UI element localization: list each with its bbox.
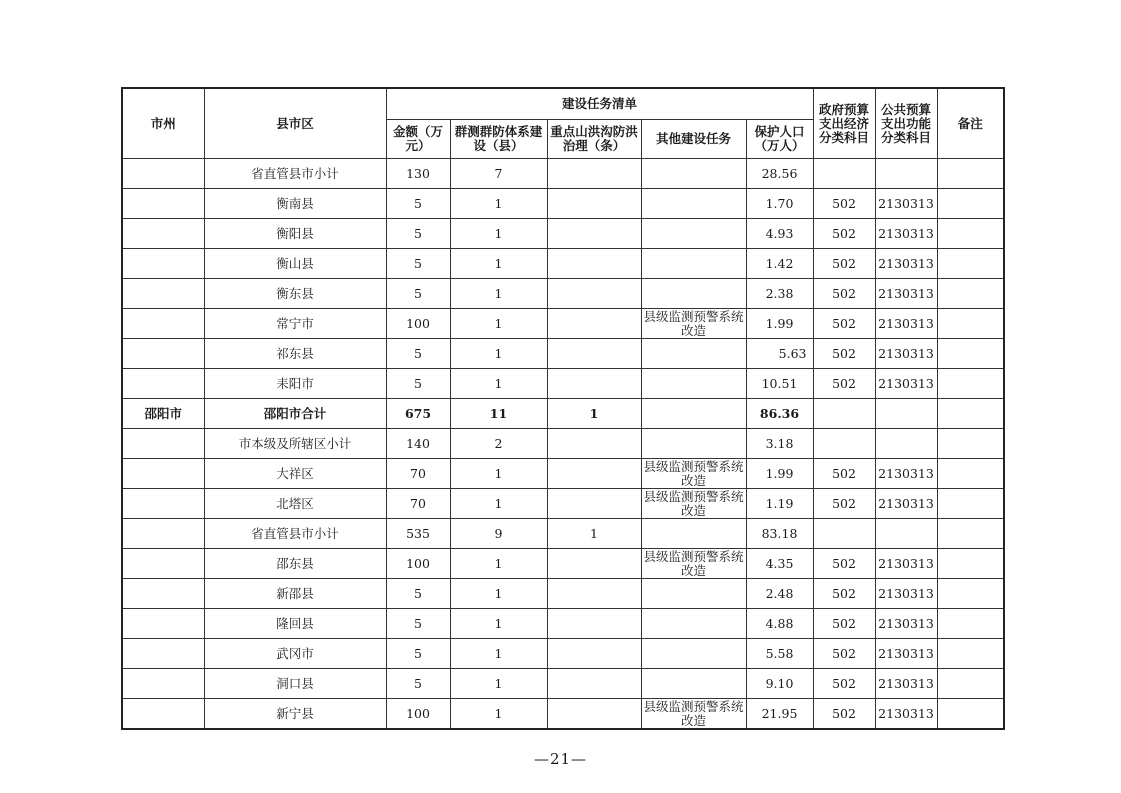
- cell-other: [641, 219, 746, 249]
- table-body: [122, 159, 1004, 730]
- header-population: 保护人口（万人）: [746, 120, 813, 159]
- cell-flood: [547, 669, 641, 699]
- cell-county: 衡东县: [204, 279, 386, 309]
- table-row: [122, 219, 1004, 249]
- cell-gov-budget: 502: [813, 699, 875, 730]
- cell-monitoring: 1: [450, 669, 547, 699]
- cell-other: [641, 639, 746, 669]
- cell-remark: [937, 309, 1004, 339]
- cell-amount: 100: [386, 699, 450, 730]
- cell-population: 21.95: [746, 699, 813, 730]
- cell-gov-budget: 502: [813, 309, 875, 339]
- cell-other: [641, 579, 746, 609]
- cell-city: [122, 159, 204, 189]
- cell-other: [641, 339, 746, 369]
- table-row: [122, 309, 1004, 339]
- cell-monitoring: 1: [450, 279, 547, 309]
- cell-monitoring: 1: [450, 369, 547, 399]
- cell-remark: [937, 669, 1004, 699]
- cell-county: 隆回县: [204, 609, 386, 639]
- cell-monitoring: 1: [450, 609, 547, 639]
- table-row: [122, 609, 1004, 639]
- cell-func-budget: 2130313: [875, 669, 937, 699]
- cell-monitoring: 1: [450, 489, 547, 519]
- cell-remark: [937, 579, 1004, 609]
- cell-population: 28.56: [746, 159, 813, 189]
- cell-func-budget: 2130313: [875, 309, 937, 339]
- cell-gov-budget: 502: [813, 189, 875, 219]
- table-row: [122, 159, 1004, 189]
- header-gov-budget: 政府预算支出经济分类科目: [813, 88, 875, 159]
- cell-other: [641, 519, 746, 549]
- table-row: [122, 549, 1004, 579]
- cell-flood: [547, 369, 641, 399]
- cell-county: 衡南县: [204, 189, 386, 219]
- cell-monitoring: 1: [450, 309, 547, 339]
- cell-flood: [547, 189, 641, 219]
- cell-other: 县级监测预警系统改造: [641, 459, 746, 489]
- cell-func-budget: 2130313: [875, 699, 937, 730]
- cell-county: 省直管县市小计: [204, 159, 386, 189]
- cell-population: 10.51: [746, 369, 813, 399]
- cell-population: 3.18: [746, 429, 813, 459]
- cell-population: 2.38: [746, 279, 813, 309]
- cell-flood: [547, 219, 641, 249]
- cell-city: [122, 219, 204, 249]
- cell-amount: 5: [386, 609, 450, 639]
- table-row: [122, 279, 1004, 309]
- table-row: [122, 639, 1004, 669]
- cell-amount: 140: [386, 429, 450, 459]
- header-remarks: 备注: [937, 88, 1004, 159]
- cell-func-budget: [875, 159, 937, 189]
- cell-other: [641, 279, 746, 309]
- cell-population: 1.99: [746, 459, 813, 489]
- cell-county: 新邵县: [204, 579, 386, 609]
- cell-remark: [937, 279, 1004, 309]
- cell-amount: 5: [386, 339, 450, 369]
- cell-gov-budget: 502: [813, 339, 875, 369]
- cell-flood: [547, 579, 641, 609]
- cell-monitoring: 2: [450, 429, 547, 459]
- cell-monitoring: 9: [450, 519, 547, 549]
- cell-flood: [547, 279, 641, 309]
- cell-amount: 675: [386, 399, 450, 429]
- cell-remark: [937, 189, 1004, 219]
- cell-remark: [937, 429, 1004, 459]
- cell-county: 衡山县: [204, 249, 386, 279]
- cell-remark: [937, 639, 1004, 669]
- header-flood: 重点山洪沟防洪治理（条）: [547, 120, 641, 159]
- cell-flood: [547, 429, 641, 459]
- cell-city: [122, 699, 204, 730]
- cell-gov-budget: 502: [813, 489, 875, 519]
- cell-amount: 5: [386, 219, 450, 249]
- cell-amount: 5: [386, 579, 450, 609]
- cell-gov-budget: [813, 519, 875, 549]
- cell-monitoring: 11: [450, 399, 547, 429]
- cell-gov-budget: 502: [813, 369, 875, 399]
- cell-county: 洞口县: [204, 669, 386, 699]
- cell-remark: [937, 519, 1004, 549]
- cell-population: 4.35: [746, 549, 813, 579]
- cell-city: [122, 429, 204, 459]
- cell-monitoring: 7: [450, 159, 547, 189]
- cell-other: [641, 669, 746, 699]
- cell-monitoring: 1: [450, 579, 547, 609]
- cell-func-budget: 2130313: [875, 219, 937, 249]
- cell-population: 86.36: [746, 399, 813, 429]
- cell-population: 1.99: [746, 309, 813, 339]
- cell-gov-budget: [813, 159, 875, 189]
- cell-func-budget: 2130313: [875, 489, 937, 519]
- cell-city: [122, 459, 204, 489]
- cell-other: 县级监测预警系统改造: [641, 309, 746, 339]
- cell-flood: [547, 249, 641, 279]
- cell-city: [122, 249, 204, 279]
- cell-population: 5.63: [746, 339, 813, 369]
- cell-remark: [937, 339, 1004, 369]
- cell-func-budget: [875, 429, 937, 459]
- cell-monitoring: 1: [450, 699, 547, 730]
- cell-amount: 5: [386, 639, 450, 669]
- cell-county: 衡阳县: [204, 219, 386, 249]
- cell-flood: [547, 639, 641, 669]
- cell-population: 1.42: [746, 249, 813, 279]
- cell-county: 大祥区: [204, 459, 386, 489]
- cell-flood: [547, 699, 641, 730]
- cell-county: 武冈市: [204, 639, 386, 669]
- cell-city: [122, 369, 204, 399]
- cell-amount: 70: [386, 489, 450, 519]
- cell-county: 市本级及所辖区小计: [204, 429, 386, 459]
- cell-amount: 130: [386, 159, 450, 189]
- cell-remark: [937, 219, 1004, 249]
- cell-amount: 5: [386, 249, 450, 279]
- cell-flood: [547, 489, 641, 519]
- table-row: [122, 399, 1004, 429]
- cell-remark: [937, 459, 1004, 489]
- header-city: 市州: [122, 88, 204, 159]
- cell-population: 4.88: [746, 609, 813, 639]
- table-row: [122, 339, 1004, 369]
- cell-other: [641, 609, 746, 639]
- cell-gov-budget: 502: [813, 219, 875, 249]
- cell-county: 邵东县: [204, 549, 386, 579]
- table-row: [122, 489, 1004, 519]
- header-task-list: 建设任务清单: [386, 88, 813, 120]
- cell-func-budget: [875, 399, 937, 429]
- cell-gov-budget: 502: [813, 579, 875, 609]
- table-row: [122, 459, 1004, 489]
- cell-other: [641, 429, 746, 459]
- header-monitoring: 群测群防体系建设（县）: [450, 120, 547, 159]
- cell-func-budget: 2130313: [875, 249, 937, 279]
- cell-remark: [937, 399, 1004, 429]
- cell-flood: [547, 459, 641, 489]
- cell-other: [641, 369, 746, 399]
- cell-gov-budget: 502: [813, 669, 875, 699]
- cell-monitoring: 1: [450, 339, 547, 369]
- header-other: 其他建设任务: [641, 120, 746, 159]
- cell-population: 5.58: [746, 639, 813, 669]
- page-number: —21—: [533, 750, 588, 768]
- cell-gov-budget: 502: [813, 609, 875, 639]
- cell-remark: [937, 549, 1004, 579]
- table-row: [122, 579, 1004, 609]
- cell-monitoring: 1: [450, 639, 547, 669]
- cell-county: 常宁市: [204, 309, 386, 339]
- cell-population: 9.10: [746, 669, 813, 699]
- cell-gov-budget: [813, 429, 875, 459]
- cell-city: [122, 309, 204, 339]
- cell-city: [122, 519, 204, 549]
- cell-other: [641, 189, 746, 219]
- cell-flood: [547, 549, 641, 579]
- cell-county: 北塔区: [204, 489, 386, 519]
- table-row: [122, 699, 1004, 730]
- header-public-budget: 公共预算支出功能分类科目: [875, 88, 937, 159]
- cell-func-budget: 2130313: [875, 639, 937, 669]
- cell-func-budget: 2130313: [875, 369, 937, 399]
- cell-amount: 535: [386, 519, 450, 549]
- cell-county: 祁东县: [204, 339, 386, 369]
- cell-func-budget: [875, 519, 937, 549]
- cell-remark: [937, 249, 1004, 279]
- cell-remark: [937, 159, 1004, 189]
- cell-population: 2.48: [746, 579, 813, 609]
- cell-monitoring: 1: [450, 219, 547, 249]
- cell-other: 县级监测预警系统改造: [641, 489, 746, 519]
- cell-amount: 5: [386, 369, 450, 399]
- cell-amount: 100: [386, 309, 450, 339]
- cell-gov-budget: 502: [813, 639, 875, 669]
- cell-other: 县级监测预警系统改造: [641, 549, 746, 579]
- cell-remark: [937, 369, 1004, 399]
- cell-city: [122, 339, 204, 369]
- cell-city: [122, 489, 204, 519]
- cell-population: 1.70: [746, 189, 813, 219]
- cell-population: 4.93: [746, 219, 813, 249]
- cell-gov-budget: 502: [813, 459, 875, 489]
- cell-flood: [547, 309, 641, 339]
- cell-func-budget: 2130313: [875, 459, 937, 489]
- cell-other: [641, 159, 746, 189]
- cell-flood: [547, 159, 641, 189]
- table-row: [122, 669, 1004, 699]
- table-row: [122, 519, 1004, 549]
- cell-city: [122, 609, 204, 639]
- table-row: [122, 369, 1004, 399]
- cell-remark: [937, 609, 1004, 639]
- cell-func-budget: 2130313: [875, 579, 937, 609]
- cell-func-budget: 2130313: [875, 549, 937, 579]
- cell-county: 新宁县: [204, 699, 386, 730]
- cell-amount: 5: [386, 669, 450, 699]
- cell-gov-budget: 502: [813, 249, 875, 279]
- cell-other: 县级监测预警系统改造: [641, 699, 746, 730]
- cell-monitoring: 1: [450, 549, 547, 579]
- header-county: 县市区: [204, 88, 386, 159]
- cell-city: [122, 669, 204, 699]
- table-row: [122, 249, 1004, 279]
- cell-gov-budget: 502: [813, 549, 875, 579]
- cell-amount: 5: [386, 189, 450, 219]
- cell-remark: [937, 699, 1004, 730]
- cell-county: 耒阳市: [204, 369, 386, 399]
- cell-city: 邵阳市: [122, 399, 204, 429]
- cell-remark: [937, 489, 1004, 519]
- cell-population: 83.18: [746, 519, 813, 549]
- cell-monitoring: 1: [450, 249, 547, 279]
- cell-other: [641, 399, 746, 429]
- cell-other: [641, 249, 746, 279]
- cell-func-budget: 2130313: [875, 189, 937, 219]
- cell-amount: 100: [386, 549, 450, 579]
- cell-func-budget: 2130313: [875, 609, 937, 639]
- cell-func-budget: 2130313: [875, 339, 937, 369]
- cell-gov-budget: 502: [813, 279, 875, 309]
- cell-city: [122, 639, 204, 669]
- cell-county: 邵阳市合计: [204, 399, 386, 429]
- header-amount: 金额（万元）: [386, 120, 450, 159]
- cell-func-budget: 2130313: [875, 279, 937, 309]
- table-row: [122, 429, 1004, 459]
- cell-amount: 70: [386, 459, 450, 489]
- cell-population: 1.19: [746, 489, 813, 519]
- table-row: [122, 189, 1004, 219]
- cell-flood: 1: [547, 519, 641, 549]
- cell-city: [122, 189, 204, 219]
- cell-amount: 5: [386, 279, 450, 309]
- cell-monitoring: 1: [450, 189, 547, 219]
- cell-city: [122, 579, 204, 609]
- cell-flood: [547, 609, 641, 639]
- cell-flood: [547, 339, 641, 369]
- cell-gov-budget: [813, 399, 875, 429]
- cell-monitoring: 1: [450, 459, 547, 489]
- cell-county: 省直管县市小计: [204, 519, 386, 549]
- cell-city: [122, 549, 204, 579]
- cell-flood: 1: [547, 399, 641, 429]
- budget-table: [121, 87, 1005, 730]
- cell-city: [122, 279, 204, 309]
